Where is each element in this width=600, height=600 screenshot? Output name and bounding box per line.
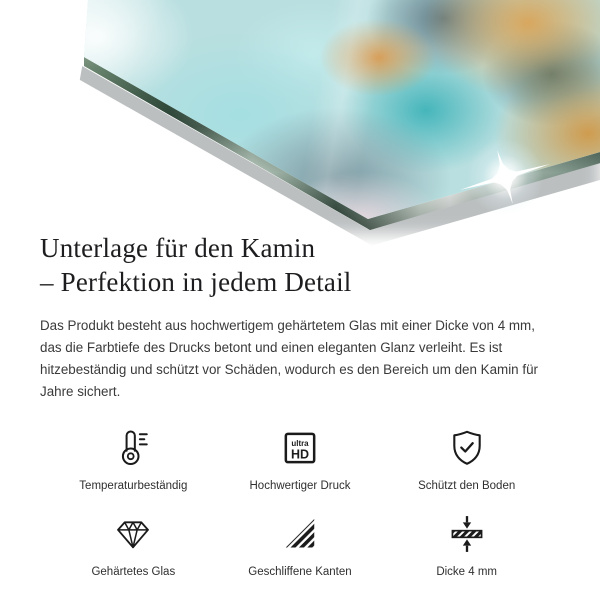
shield-check-icon xyxy=(446,425,488,471)
feature-grid xyxy=(40,425,560,579)
feature-label: Temperaturbeständig xyxy=(79,480,188,492)
sparkle-icon xyxy=(455,127,555,227)
feature-label: Hochwertiger Druck xyxy=(249,480,351,492)
page-title-line2: – Perfektion in jedem Detail xyxy=(40,266,352,297)
thermometer-icon xyxy=(111,425,155,471)
feature-print-quality xyxy=(217,425,384,493)
feature-thickness xyxy=(383,511,550,579)
feature-label: Schützt den Boden xyxy=(418,480,516,492)
feature-label: Dicke 4 mm xyxy=(436,566,498,578)
feature-tempered-glass xyxy=(50,511,217,579)
polished-edges-icon xyxy=(281,511,319,557)
feature-label: Geschliffene Kanten xyxy=(248,566,352,578)
product-description: Das Produkt besteht aus hochwertigem gehärtetem Glas mit einer Dicke von 4 mm, das die Farbtiefe des Drucks betont und einen eleganten Glanz verleiht. Es ist hitzebeständig und schützt vor Schäden, wodurch es den Bereich um den Kamin für Jahre sichert. xyxy=(40,318,538,399)
feature-temperature xyxy=(50,425,217,493)
page-title-line1: Unterlage für den Kamin xyxy=(40,233,316,263)
product-details-section xyxy=(0,230,600,579)
product-photo xyxy=(0,0,600,230)
svg-text:ultra: ultra xyxy=(291,438,309,448)
feature-polished-edges xyxy=(217,511,384,579)
feature-label: Gehärtetes Glas xyxy=(91,566,176,578)
diamond-icon xyxy=(112,511,154,557)
svg-text:HD: HD xyxy=(290,447,310,462)
thickness-icon xyxy=(447,511,487,557)
ultra-hd-icon xyxy=(280,425,320,471)
page-title xyxy=(40,230,560,299)
feature-floor-protection xyxy=(383,425,550,493)
